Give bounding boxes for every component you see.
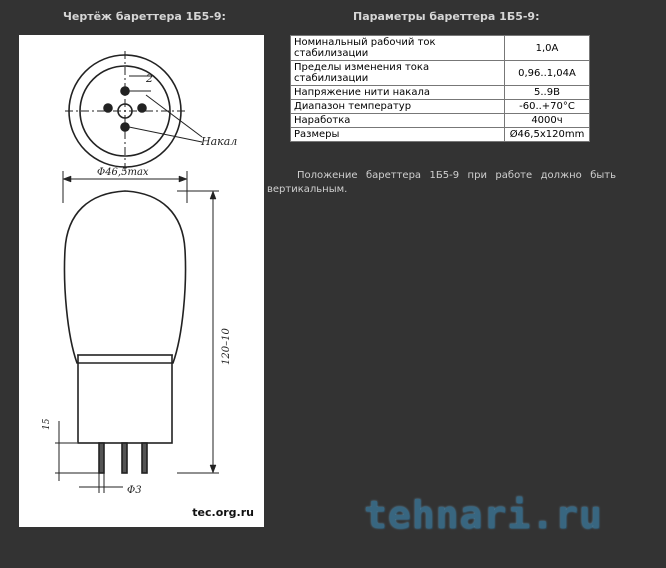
barretter-technical-drawing: [19, 35, 264, 527]
param-name: Наработка: [291, 114, 505, 128]
parameters-table: [290, 35, 590, 142]
table-row: [291, 61, 590, 86]
pin-spacing-label: 2: [146, 72, 153, 85]
param-value: 0,96..1,04А: [505, 61, 590, 86]
table-row: [291, 36, 590, 61]
bulb-outline: [65, 191, 186, 363]
param-value: 1,0А: [505, 36, 590, 61]
params-heading: Параметры бареттера 1Б5-9:: [353, 10, 540, 23]
param-name: Номинальный рабочий ток стабилизации: [291, 36, 505, 61]
param-name: Пределы изменения тока стабилизации: [291, 61, 505, 86]
param-value: 5..9В: [505, 86, 590, 100]
pin-diameter-label: Φ3: [127, 485, 142, 496]
param-name: Размеры: [291, 128, 505, 142]
param-value: Ø46,5х120mm: [505, 128, 590, 142]
param-value: -60..+70°С: [505, 100, 590, 114]
param-name: Диапазон температур: [291, 100, 505, 114]
param-name: Напряжение нити накала: [291, 86, 505, 100]
table-row: [291, 100, 590, 114]
barretter-drawing: [19, 35, 264, 527]
pin-length-label: 15: [42, 418, 52, 430]
table-row: [291, 114, 590, 128]
table-row: [291, 86, 590, 100]
length-label: 120–10: [221, 328, 232, 365]
operation-note: Положение бареттера 1Б5-9 при работе должно быть вертикальным.: [267, 170, 616, 195]
heater-label: Накал: [201, 135, 238, 148]
param-value: 4000ч: [505, 114, 590, 128]
watermark-logo: tehnari.ru: [364, 493, 603, 537]
drawing-heading: Чертёж бареттера 1Б5-9:: [63, 10, 226, 23]
diameter-label: Φ46,5max: [97, 167, 149, 178]
source-site-label: tec.org.ru: [192, 506, 254, 519]
table-row: [291, 128, 590, 142]
base-outline: [78, 355, 172, 443]
